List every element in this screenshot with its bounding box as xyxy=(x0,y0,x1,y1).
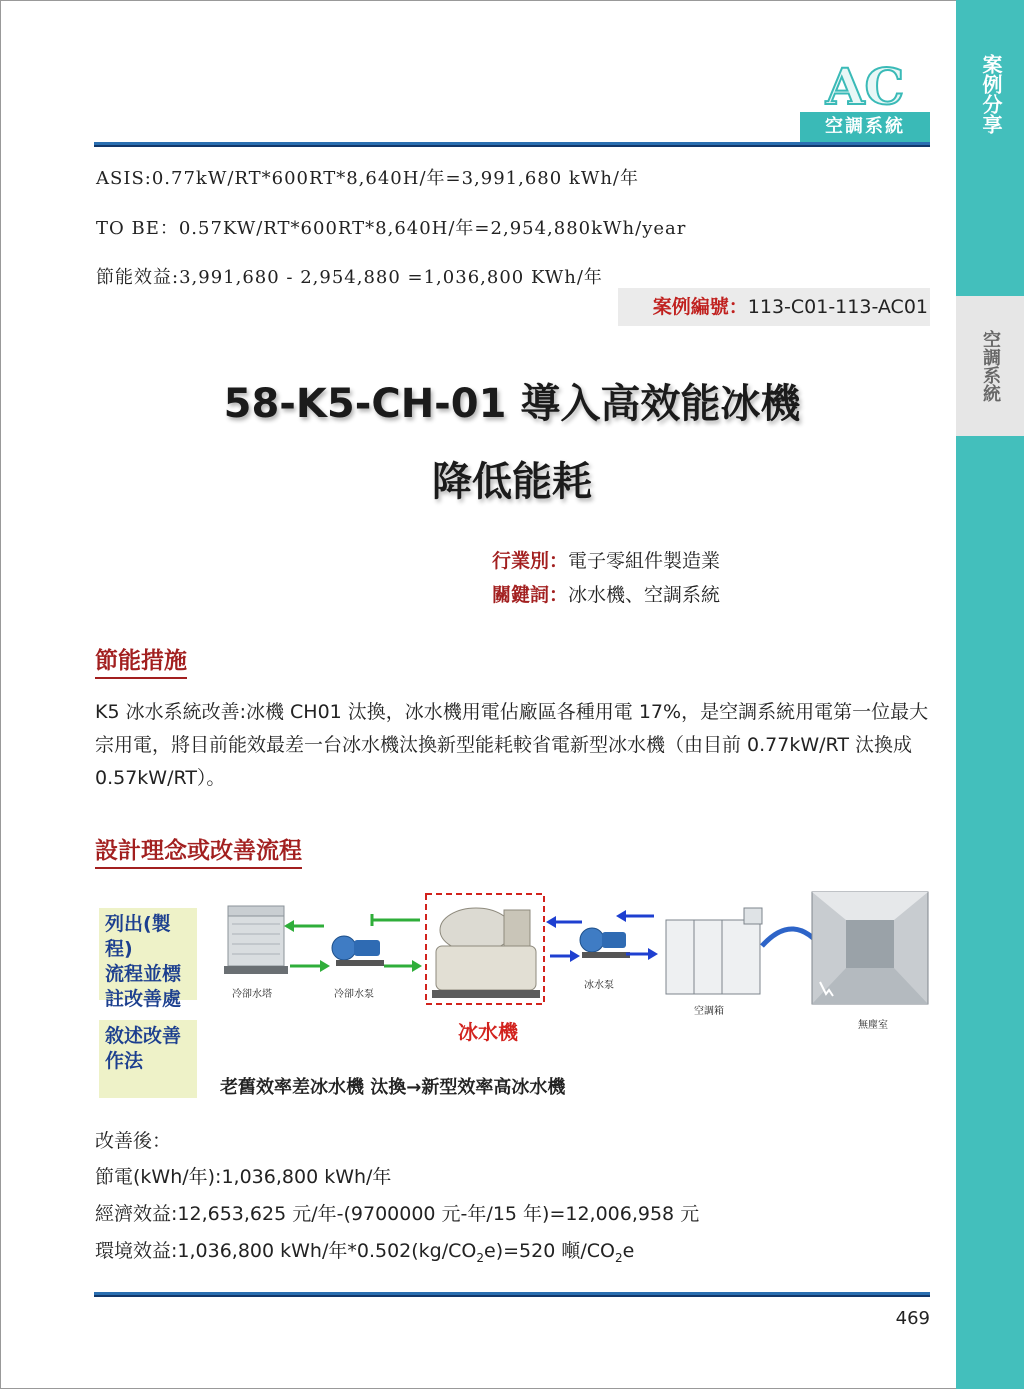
label-chilled-pump: 冰水泵 xyxy=(584,980,614,991)
calc-tobe: TO BE：0.57KW/RT*600RT*8,640H/年=2,954,880kWh/year xyxy=(96,218,687,239)
chilled-pump-icon xyxy=(580,928,630,958)
cleanroom-icon xyxy=(812,892,928,1004)
industry-row xyxy=(492,546,720,573)
diagram-bottom-text: 老舊效率差冰水機 汰換→新型效率高冰水機 xyxy=(220,1077,566,1098)
diagram-box-list-process: 列出(製程) 流程並標 註改善處 xyxy=(99,908,197,1000)
diagram-box-describe: 敘述改善 作法 xyxy=(99,1020,197,1098)
keywords-row xyxy=(492,580,720,607)
arrow-from-chiller-blue-icon xyxy=(550,950,580,962)
results-economic: 經濟效益:12,653,625 元/年-(9700000 元-年/15 年)=12,006,958 元 xyxy=(95,1203,700,1225)
ahu-icon xyxy=(666,908,762,994)
case-number xyxy=(618,288,930,326)
label-chiller: 冰水機 xyxy=(458,1020,518,1044)
arrow-to-tower-icon xyxy=(284,920,324,932)
page-number: 469 xyxy=(895,1308,930,1329)
arrow-to-chiller-icon xyxy=(384,960,422,972)
keywords-value: 冰水機、空調系統 xyxy=(568,584,721,606)
results-heading: 改善後： xyxy=(95,1130,172,1152)
results-power: 節電(kWh/年):1,036,800 kWh/年 xyxy=(95,1166,392,1188)
results-env-suffix: e xyxy=(622,1240,635,1262)
arrow-to-chiller-top-icon xyxy=(372,914,420,926)
arrow-to-chiller-blue-icon xyxy=(546,916,582,928)
label-cooling-tower: 冷卻水塔 xyxy=(232,989,272,1000)
side-tab-case-share-label: 案例分享 xyxy=(979,54,1003,134)
page-title-line1: 58-K5-CH-01 導入高效能冰機 xyxy=(223,381,801,427)
section-heading-measures: 節能措施 xyxy=(95,642,187,679)
diagram-graphic xyxy=(214,890,934,1065)
page-title-line2: 降低能耗 xyxy=(432,459,592,505)
side-bar xyxy=(956,0,1024,1389)
results-env-sub2: 2 xyxy=(614,1250,623,1265)
section-heading-design: 設計理念或改善流程 xyxy=(95,832,302,869)
arrow-to-pump-icon xyxy=(290,960,330,972)
process-diagram xyxy=(94,890,934,1105)
header-rule xyxy=(94,142,930,147)
results-env-sub1: 2 xyxy=(476,1250,485,1265)
calc-asis: ASIS:0.77kW/RT*600RT*8,640H/年=3,991,680 kWh/年 xyxy=(96,168,639,189)
side-tab-case-share xyxy=(956,0,1024,160)
industry-label: 行業別： xyxy=(492,550,569,572)
ac-logo-letters: AC xyxy=(825,62,905,112)
case-number-label: 案例編號： xyxy=(652,296,748,318)
results-env-mid: e)=520 噸/CO xyxy=(484,1240,615,1262)
label-cleanroom: 無塵室 xyxy=(858,1020,888,1031)
results-env-prefix: 環境效益:1,036,800 kWh/年*0.502(kg/CO xyxy=(95,1240,477,1262)
label-cooling-pump: 冷卻水泵 xyxy=(334,989,374,1000)
cooling-tower-icon xyxy=(224,906,288,974)
arrow-to-ahu-blue-icon xyxy=(626,948,658,960)
arrow-from-ahu-blue-icon xyxy=(616,910,654,922)
label-ahu: 空調箱 xyxy=(694,1006,724,1017)
chiller-icon xyxy=(432,908,540,998)
industry-value: 電子零組件製造業 xyxy=(568,550,721,572)
side-tab-hvac-label: 空調系統 xyxy=(980,330,1001,402)
section-body-measures: K5 冰水系統改善:冰機 CH01 汰換，冰水機用電佔廠區各種用電 17%，是空調系統用電第一位最大宗用電，將目前能效最差一台冰水機汰換新型能耗較省電新型冰水機（由目前 0.77kW/RT 汰換成 0.57kW/RT）。 xyxy=(95,701,929,789)
calc-benefit: 節能效益:3,991,680 - 2,954,880 =1,036,800 KWh/年 xyxy=(96,267,603,288)
keywords-label: 關鍵詞： xyxy=(492,584,569,606)
side-tab-hvac xyxy=(956,296,1024,436)
cooling-pump-icon xyxy=(332,936,384,966)
ac-logo-label: 空調系統 xyxy=(800,112,930,142)
case-number-value: 113-C01-113-AC01 xyxy=(747,296,928,318)
ac-logo xyxy=(800,62,930,112)
results-environment xyxy=(95,1236,634,1265)
footer-rule xyxy=(94,1292,930,1297)
